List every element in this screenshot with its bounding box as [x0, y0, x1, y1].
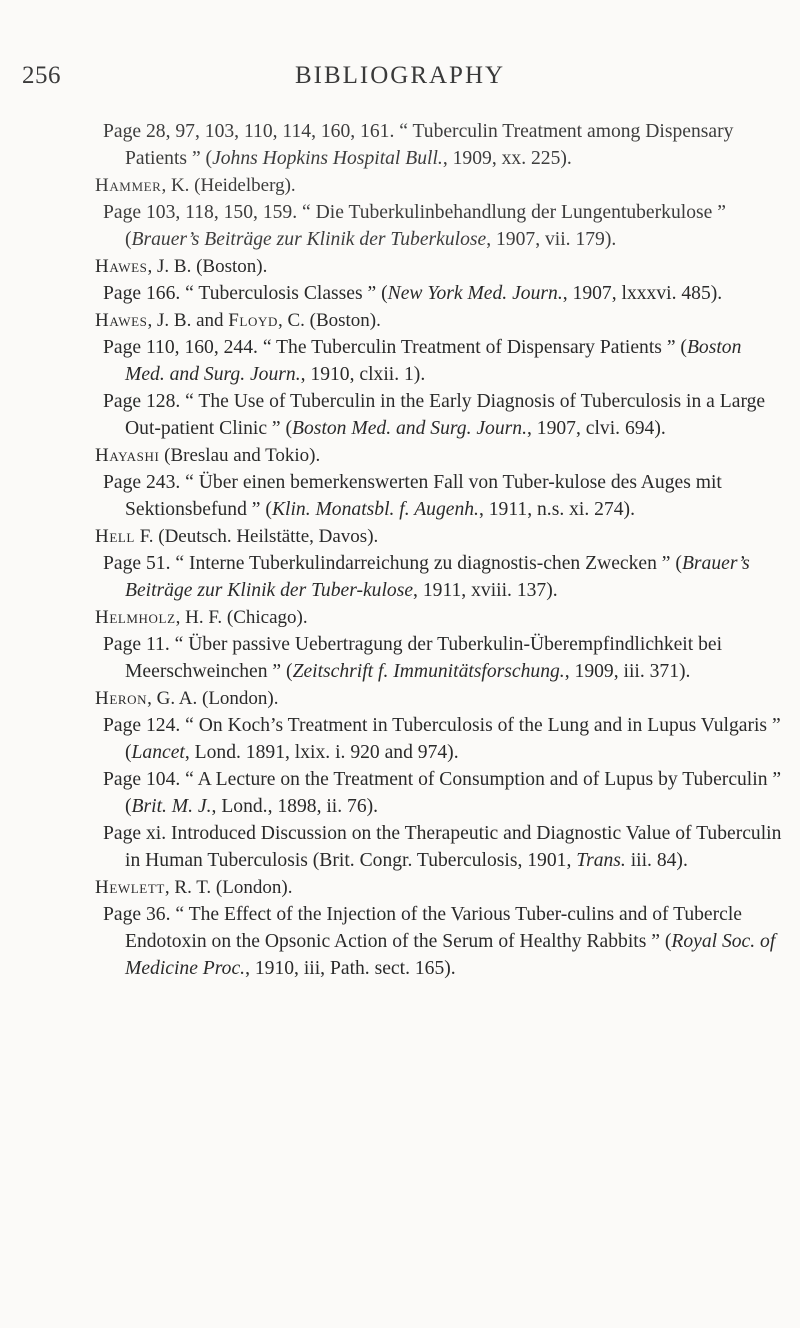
citation: Page 51. “ Interne Tuberkulindarreichung zu diagnostis-chen Zwecken ” (Brauer’s Beiträge zur Klinik der Tuber-kulose, 1911, xviii. 137). — [103, 553, 750, 601]
bibliography-list — [95, 118, 785, 982]
citation: Page 11. “ Über passive Uebertragung der Tuberkulin-Überempfindlichkeit bei Meerschweinchen ” (Zeitschrift f. Immunitätsforschung., 1909, iii. 371). — [103, 634, 723, 682]
author-heading: Helmholz, H. F. (Chicago). — [95, 607, 308, 628]
journal-title: New York Med. Journ. — [387, 283, 563, 304]
citation: Page 128. “ The Use of Tuberculin in the Early Diagnosis of Tuberculosis in a Large Out-patient Clinic ” (Boston Med. and Surg. Journ., 1907, clvi. 694). — [103, 391, 766, 439]
bibliography-entry — [95, 523, 785, 604]
journal-title: Brauer’s Beiträge zur Klinik der Tuberkulose — [131, 229, 487, 250]
bibliography-entry — [95, 118, 785, 172]
bibliography-entry — [95, 685, 785, 874]
author-heading: Hawes, J. B. and Floyd, C. (Boston). — [95, 310, 381, 331]
citation: Page 166. “ Tuberculosis Classes ” (New York Med. Journ., 1907, lxxxvi. 485). — [103, 283, 723, 304]
journal-title: Lancet — [131, 742, 185, 763]
bibliography-entry — [95, 307, 785, 442]
author-heading: Hewlett, R. T. (London). — [95, 877, 293, 898]
author-heading: Hammer, K. (Heidelberg). — [95, 175, 296, 196]
author-heading: Hell F. (Deutsch. Heilstätte, Davos). — [95, 526, 379, 547]
journal-title: Johns Hopkins Hospital Bull. — [212, 148, 443, 169]
citation: Page 104. “ A Lecture on the Treatment of Consumption and of Lupus by Tuberculin ” (Brit. M. J., Lond., 1898, ii. 76). — [103, 769, 782, 817]
journal-title: Trans. — [576, 850, 626, 871]
bibliography-entry — [95, 172, 785, 253]
citation: Page 103, 118, 150, 159. “ Die Tuberkulinbehandlung der Lungentuberkulose ” (Brauer’s Beiträge zur Klinik der Tuberkulose, 1907, vii. 179). — [103, 202, 726, 250]
bibliography-entry — [95, 604, 785, 685]
journal-title: Zeitschrift f. Immunitätsforschung. — [292, 661, 565, 682]
page-header — [0, 62, 800, 98]
citation: Page xi. Introduced Discussion on the Therapeutic and Diagnostic Value of Tuberculin in Human Tuberculosis (Brit. Congr. Tuberculosis, 1901, Trans. iii. 84). — [103, 823, 782, 871]
bibliography-entry — [95, 874, 785, 982]
citation: Page 243. “ Über einen bemerkenswerten Fall von Tuber-kulose des Auges mit Sektionsbefund ” (Klin. Monatsbl. f. Augenh., 1911, n.s. xi. 274). — [103, 472, 722, 520]
journal-title: Boston Med. and Surg. Journ. — [292, 418, 527, 439]
bibliography-entry — [95, 442, 785, 523]
author-heading: Heron, G. A. (London). — [95, 688, 279, 709]
journal-title: Brit. M. J. — [131, 796, 212, 817]
citation: Page 28, 97, 103, 110, 114, 160, 161. “ Tuberculin Treatment among Dispensary Patients ” (Johns Hopkins Hospital Bull., 1909, xx. 225). — [103, 121, 734, 169]
journal-title: Brauer’s Beiträge zur Klinik der Tuber-kulose — [125, 553, 750, 601]
journal-title: Klin. Monatsbl. f. Augenh. — [271, 499, 479, 520]
citation: Page 110, 160, 244. “ The Tuberculin Treatment of Dispensary Patients ” (Boston Med. and Surg. Journ., 1910, clxii. 1). — [103, 337, 742, 385]
author-heading: Hawes, J. B. (Boston). — [95, 256, 268, 277]
journal-title: Boston Med. and Surg. Journ. — [125, 337, 742, 385]
journal-title: Royal Soc. of Medicine Proc. — [125, 931, 776, 979]
page-number: 256 — [22, 62, 61, 89]
citation: Page 124. “ On Koch’s Treatment in Tuberculosis of the Lung and in Lupus Vulgaris ” (Lancet, Lond. 1891, lxix. i. 920 and 974). — [103, 715, 781, 763]
author-heading: Hayashi (Breslau and Tokio). — [95, 445, 321, 466]
citation: Page 36. “ The Effect of the Injection of the Various Tuber-culins and of Tubercle Endotoxin on the Opsonic Action of the Serum of Healthy Rabbits ” (Royal Soc. of Medicine Proc., 1910, iii, Path. sect. 165). — [103, 904, 776, 979]
running-title: BIBLIOGRAPHY — [294, 62, 506, 89]
bibliography-entry — [95, 253, 785, 307]
